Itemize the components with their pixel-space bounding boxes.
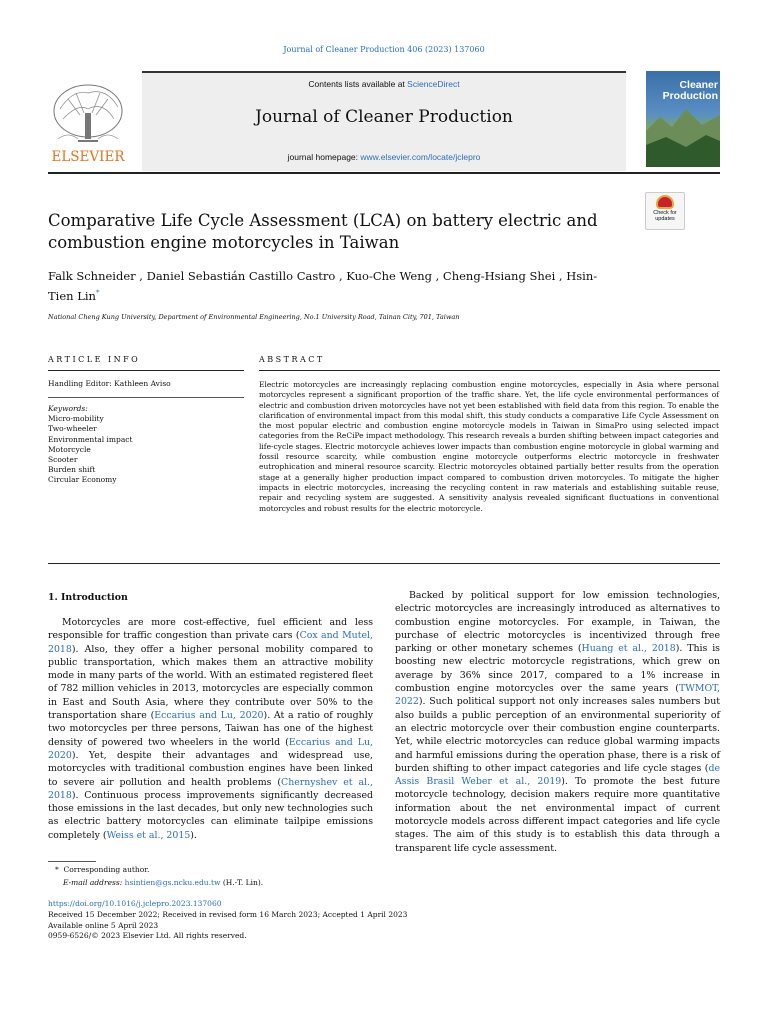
abstract-text: Electric motorcycles are increasingly replacing combustion engine motorcycles, especially in Asia where personal motorcycles represent a significant proportion of the traffic share. Yet, the life cycle environmental performances of electric and combustion driven motorcycles have not yet been established with field data from this region. To enable the clarification of environmental impact from this modal shift, this study conducts a comparative Life Cycle Assessment on the most popular electric and combustion engine motorcycle models in Taiwan in SimaPro using selected impact categories from the ReCiPe impact methodology. This research reveals a burden shifting between impact categories and life-cycle stages. Electric motorcycle achieves lower impacts than combustion engine motorcycle in global warming and fossil resource scarcity, while combustion engine motorcycle outperforms electric motorcycle in freshwater eutrophication and mineral resource scarcity. Electric motorcycles obtained partially better results from the operation stage at a generally higher production impact compared to combustion driven motorcycles. To mitigate the higher impacts in electric motorcycles, increasing the recycling content in raw materials and establishing suitable reuse, repair and recycling system are suggested. A sensitivity analysis revealed significant fluctuations in conventional motorcycles and robust results for the electric motorcycle. xyxy=(259,380,719,513)
article-info-rule xyxy=(48,370,244,371)
citation-link[interactable]: Weiss et al., 2015 xyxy=(106,829,191,841)
keyword-item: Micro-mobility xyxy=(48,414,104,424)
received-dates: Received 15 December 2022; Received in revised form 16 March 2023; Accepted 1 April 2023 xyxy=(48,909,408,919)
paragraph-text: ). This is boosting new electric motorcycle registrations, which grew on average by 36% since 2017, compared to a 1% increase in combustion engine motorcycles over the same years ( xyxy=(395,643,720,695)
citation-link[interactable]: Huang et al., 2018 xyxy=(581,643,676,655)
copyright: 0959-6526/© 2023 Elsevier Ltd. All rights reserved. xyxy=(48,931,247,941)
paragraph-text: ). At a ratio of roughly two motorcycles per three persons, Taiwan has one of the highest density of powered two wheelers in the world ( xyxy=(48,710,373,748)
corresponding-footnote: * Corresponding author. xyxy=(55,865,150,874)
paragraph-text: ). Continuous process improvements significantly decreased those emissions in the last decades, but only new technologies such as electric battery motorcycles can eliminate tailpipe emissions completely ( xyxy=(48,789,373,841)
paragraph-text: ). To promote the best future motorcycle technology, decision makers require more quantitative information about the net environmental impact of current motorcycle models across different impact categories and life cycle stages. The aim of this study is to establish this data through a transparent life cycle assessment. xyxy=(395,776,720,854)
keywords-rule xyxy=(48,397,244,398)
journal-homepage: journal homepage: www.elsevier.com/locate/jclepro xyxy=(287,152,481,162)
paragraph-text: Backed by political support for low emission technologies, electric motorcycles are increasingly introduced as alternatives to combustion engine motorcycles. For example, in Taiwan, the purchase of electric motorcycles is incentivized through free parking or other monetary schemes ( xyxy=(395,590,720,655)
keyword-item: Burden shift xyxy=(48,465,96,475)
paragraph-text: ). xyxy=(190,829,197,841)
paragraph-text: ). Such political support not only increases sales numbers but also builds a public perception of an environmental superiority of an electric motorcycle over their combustion engine counterparts. Yet, while electric motorcycles can reduce global warming impacts and harmful emissions during the operation phase, there is a risk of burden shifting to other impact categories and life cycle stages ( xyxy=(395,696,720,774)
affiliation: National Cheng Kung University, Department of Environmental Engineering, No.1 University Road, Tainan City, 701, Taiwan xyxy=(48,313,460,321)
citation-link[interactable]: TWMOT, 2022 xyxy=(395,683,720,708)
introduction-heading: 1. Introduction xyxy=(48,592,128,603)
keyword-item: Scooter xyxy=(48,455,78,465)
introduction-left-column xyxy=(48,616,373,842)
sciencedirect-link[interactable]: ScienceDirect xyxy=(407,79,460,89)
header-rule xyxy=(48,172,720,174)
corresponding-author-mark[interactable]: * xyxy=(95,289,100,297)
author-list: Falk Schneider , Daniel Sebastián Castillo Castro , Kuo-Che Weng , Cheng-Hsiang Shei , Hsin-Tien Lin* xyxy=(48,269,598,303)
email-footnote: E-mail address: hsintien@gs.ncku.edu.tw (H.-T. Lin). xyxy=(63,878,264,887)
abstract-bottom-rule xyxy=(48,563,720,564)
email-link[interactable]: hsintien@gs.ncku.edu.tw xyxy=(124,878,221,887)
publication-info xyxy=(48,899,407,942)
elsevier-tree-logo xyxy=(48,79,128,165)
article-title: Comparative Life Cycle Assessment (LCA) on battery electric and combustion engine motorcycles in Taiwan xyxy=(48,211,598,252)
paragraph-text: Motorcycles are more cost-effective, fuel efficient and less responsible for traffic congestion than private cars ( xyxy=(48,617,373,642)
abstract-heading: ABSTRACT xyxy=(259,355,325,364)
cover-title: Cleaner Production xyxy=(662,79,718,102)
introduction-right-column xyxy=(395,589,720,855)
paragraph-text: ). Yet, despite their advantages and widespread use, motorcycles with traditional combustion engines have been linked to severe air pollution and health problems ( xyxy=(48,749,373,788)
journal-citation-link[interactable]: Journal of Cleaner Production 406 (2023) 137060 xyxy=(283,45,485,54)
handling-editor: Handling Editor: Kathleen Aviso xyxy=(48,379,171,388)
citation-link[interactable]: de Assis Brasil Weber et al., 2019 xyxy=(395,762,720,788)
doi-link[interactable]: https://doi.org/10.1016/j.jclepro.2023.137060 xyxy=(48,899,222,908)
citation-link[interactable]: Eccarius and Lu, 2020 xyxy=(48,736,373,761)
keyword-item: Environmental impact xyxy=(48,434,133,444)
keywords-label: Keywords: xyxy=(48,404,88,413)
homepage-link[interactable]: www.elsevier.com/locate/jclepro xyxy=(360,152,481,162)
check-updates-icon xyxy=(656,195,674,209)
check-for-updates-button[interactable]: Check for updates xyxy=(645,192,685,230)
citation-link[interactable]: Cox and Mutel, 2018 xyxy=(48,630,373,655)
contents-line: Contents lists available at ScienceDirect xyxy=(308,79,460,89)
citation-link[interactable]: Eccarius and Lu, 2020 xyxy=(154,710,264,722)
abstract-rule xyxy=(259,370,720,371)
article-info-heading: ARTICLE INFO xyxy=(48,355,141,364)
keyword-item: Circular Economy xyxy=(48,475,117,485)
footnote-rule xyxy=(48,861,96,862)
citation-link[interactable]: Chernyshev et al., 2018 xyxy=(48,776,374,801)
paragraph-text: ). Also, they offer a higher personal mobility compared to public transportation, which makes them an attractive mobility mode in many parts of the world. With an estimated registered fleet of 782 million vehicles in 2013, motorcycles are especially common in East and South Asia, where they contribute over 50% to the transportation share ( xyxy=(48,643,373,722)
available-online: Available online 5 April 2023 xyxy=(48,920,159,930)
keyword-item: Two-wheeler xyxy=(48,424,97,434)
journal-title: Journal of Cleaner Production xyxy=(255,107,513,127)
keywords-block xyxy=(48,404,133,486)
svg-text:ELSEVIER: ELSEVIER xyxy=(51,149,125,165)
keyword-item: Motorcycle xyxy=(48,444,91,454)
